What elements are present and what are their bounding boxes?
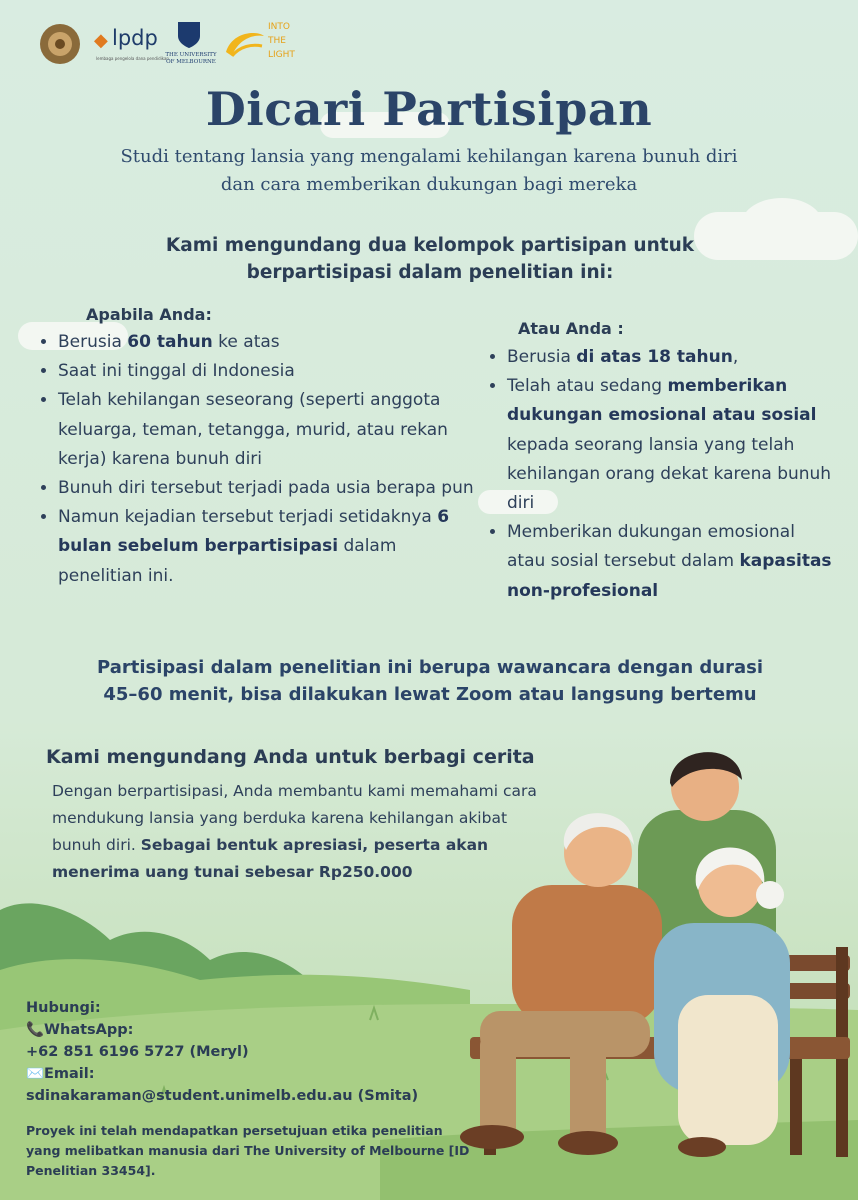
whatsapp-label: WhatsApp: — [44, 1022, 134, 1038]
invitation-line-2: berpartisipasi dalam penelitian ini: — [246, 262, 614, 283]
criterion-text: dalam penelitian ini. — [58, 536, 397, 586]
group-b-heading: Atau Anda : — [518, 319, 624, 338]
group-b-criterion — [507, 518, 837, 606]
story-text: Dengan berpartisipasi, Anda membantu kami memahami cara mendukung lansia yang berduka karena kehilangan akibat bunuh diri. — [52, 782, 537, 854]
group-a-criterion — [58, 386, 478, 474]
melbourne-logo-text: THE UNIVERSITY OF MELBOURNE — [165, 52, 217, 65]
criterion-text: Telah kehilangan seseorang (seperti anggota keluarga, teman, tetangga, murid, atau rekan kerja) karena bunuh diri — [58, 390, 448, 469]
lpdp-logo-icon: ◆ — [94, 30, 108, 51]
melbourne-crest-logo — [176, 20, 202, 50]
ethics-statement: Proyek ini telah mendapatkan persetujuan etika penelitian yang melibatkan manusia dari The University of Melbourne [ID Penelitian 33454]. — [26, 1123, 470, 1178]
into-the-light-word-3: LIGHT — [268, 50, 295, 60]
criterion-text: kepada seorang lansia yang telah kehilangan orang dekat karena bunuh diri — [507, 434, 832, 514]
mail-icon: ✉️ — [26, 1066, 45, 1082]
criterion-text: Bunuh diri tersebut terjadi pada usia berapa pun — [58, 478, 474, 499]
group-a-criterion — [58, 357, 478, 386]
criterion-text: Telah atau sedang — [507, 376, 668, 397]
lpdp-logo-text: lpdp — [112, 26, 158, 50]
into-the-light-logo-icon — [222, 26, 266, 62]
university-seal-logo — [38, 22, 82, 66]
group-b-criteria-list — [485, 343, 837, 606]
group-a-heading: Apabila Anda: — [86, 305, 212, 324]
contact-heading: Hubungi: — [26, 1000, 101, 1016]
into-the-light-word-2: THE — [268, 36, 286, 46]
story-heading: Kami mengundang Anda untuk berbagi cerita — [46, 746, 535, 768]
interview-line-1: Partisipasi dalam penelitian ini berupa wawancara dengan durasi — [97, 657, 763, 678]
criterion-text: Namun kejadian tersebut terjadi setidaknya — [58, 507, 438, 528]
contact-block — [26, 997, 418, 1107]
criterion-text: Berusia — [58, 332, 128, 352]
group-b-criterion — [507, 343, 837, 372]
criterion-emphasis: 60 tahun — [127, 332, 213, 352]
subtitle-line-1: Studi tentang lansia yang mengalami kehilangan karena bunuh diri — [120, 146, 738, 167]
page-subtitle — [0, 143, 858, 199]
into-the-light-word-1: INTO — [268, 22, 290, 32]
group-a-criterion — [58, 474, 478, 503]
group-b-criterion — [507, 372, 837, 518]
criterion-text: Memberikan dukungan emosional atau sosial tersebut dalam — [507, 522, 795, 572]
criterion-emphasis: di atas 18 tahun — [576, 347, 733, 367]
into-the-light-logo-text — [268, 20, 295, 62]
story-body — [52, 778, 552, 886]
page-title: Dicari Partisipan — [205, 82, 653, 136]
interview-line-2: 45–60 menit, bisa dilakukan lewat Zoom atau langsung bertemu — [103, 684, 757, 705]
criterion-text: Berusia — [507, 347, 577, 367]
criterion-text: Saat ini tinggal di Indonesia — [58, 361, 295, 382]
criterion-emphasis: memberikan dukungan emosional atau sosial — [507, 376, 817, 426]
interview-info — [40, 654, 820, 708]
email-address[interactable]: sdinakaraman@student.unimelb.edu.au (Smita) — [26, 1088, 419, 1104]
lpdp-tagline: lembaga pengelola dana pendidikan — [96, 56, 169, 61]
whatsapp-number[interactable]: +62 851 6196 5727 (Meryl) — [26, 1044, 249, 1060]
criterion-emphasis: 6 bulan sebelum berpartisipasi — [58, 507, 450, 557]
group-a-criteria-list — [36, 328, 478, 591]
criterion-text: ke atas — [212, 332, 280, 352]
invitation-line-1: Kami mengundang dua kelompok partisipan untuk — [165, 235, 695, 256]
group-a-criterion — [58, 503, 478, 591]
phone-icon: 📞 — [26, 1022, 45, 1038]
criterion-text: , — [732, 347, 739, 367]
subtitle-line-2: dan cara memberikan dukungan bagi mereka — [220, 174, 638, 195]
group-a-criterion — [58, 328, 478, 357]
criterion-emphasis: kapasitas non-profesional — [507, 551, 832, 601]
story-reward-text: Sebagai bentuk apresiasi, peserta akan menerima uang tunai sebesar Rp250.000 — [52, 836, 489, 881]
email-label: Email: — [44, 1066, 95, 1082]
invitation-heading — [90, 232, 770, 286]
logo-bar — [38, 20, 308, 66]
